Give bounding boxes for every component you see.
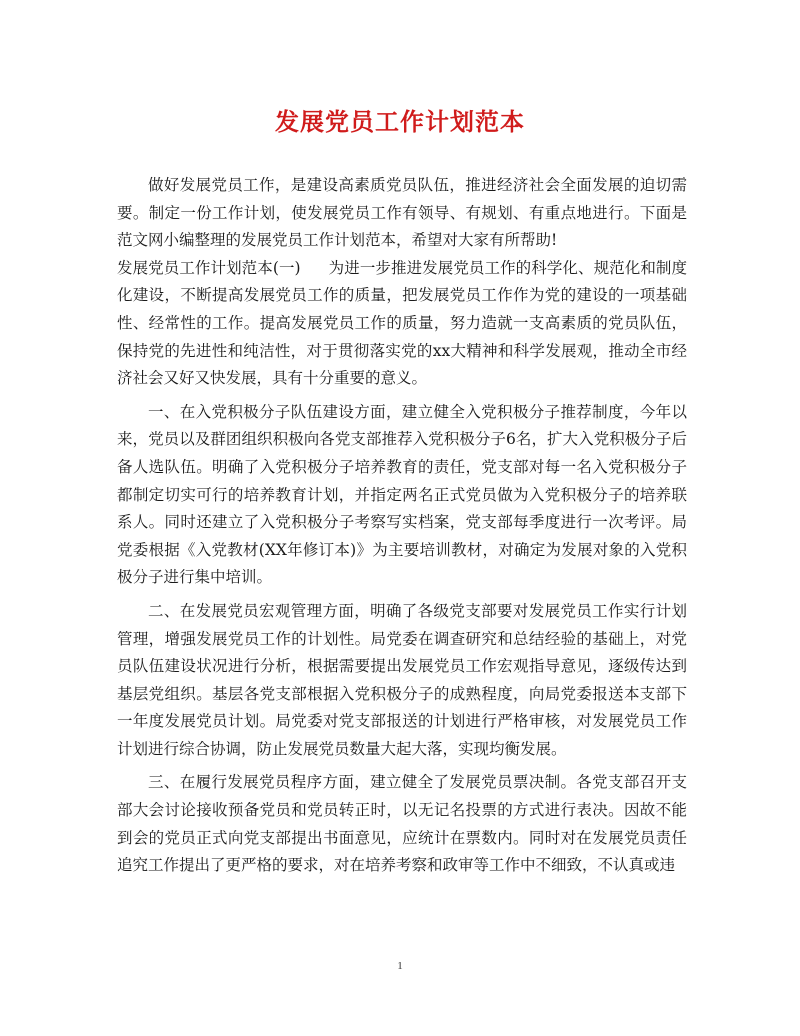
section-one-paragraph <box>117 255 687 393</box>
body-paragraph-3: 三、在履行发展党员程序方面，建立健全了发展党员票决制。各党支部召开支部大会讨论接收预备党员和党员转正时，以无记名投票的方式进行表决。因故不能到会的党员正式向党支部提出书面意见，应统计在票数内。同时对在发展党员责任追究工作提出了更严格的要求，对在培养考察和政审等工作中不细致，不认真或违 <box>117 773 687 875</box>
section-heading: 发展党员工作计划范本(一) <box>117 258 301 277</box>
document-title: 发展党员工作计划范本 <box>275 107 525 136</box>
document-body <box>117 172 687 880</box>
intro-paragraph: 做好发展党员工作，是建设高素质党员队伍，推进经济社会全面发展的迫切需要。制定一份工作计划，使发展党员工作有领导、有规划、有重点地进行。下面是范文网小编整理的发展党员工作计划范本，希望对大家有所帮助! <box>117 176 687 250</box>
section-lead-text: 为进一步推进发展党员工作的科学化、规范化和制度化建设，不断提高发展党员工作的质量，把发展党员工作作为党的建设的一项基础性、经常性的工作。提高发展党员工作的质量，努力造就一支高素质的党员队伍，保持党的先进性和纯洁性，对于贯彻落实党的xx大精神和科学发展观，推动全市经济社会又好又快发展，具有十分重要的意义。 <box>117 258 687 388</box>
page-number: 1 <box>397 960 403 972</box>
body-paragraph-1: 一、在入党积极分子队伍建设方面，建立健全入党积极分子推荐制度，今年以来，党员以及群团组织积极向各党支部推荐入党积极分子6名，扩大入党积极分子后备人选队伍。明确了入党积极分子培养教育的责任，党支部对每一名入党积极分子都制定切实可行的培养教育计划，并指定两名正式党员做为入党积极分子的培养联系人。同时还建立了入党积极分子考察写实档案，党支部每季度进行一次考评。局党委根据《入党教材(XX年修订本)》为主要培训教材，对确定为发展对象的入党积极分子进行集中培训。 <box>117 402 687 587</box>
body-paragraph-2: 二、在发展党员宏观管理方面，明确了各级党支部要对发展党员工作实行计划管理，增强发展党员工作的计划性。局党委在调查研究和总结经验的基础上，对党员队伍建设状况进行分析，根据需要提出发展党员工作宏观指导意见，逐级传达到基层党组织。基层各党支部根据入党积极分子的成熟程度，向局党委报送本支部下一年度发展党员计划。局党委对党支部报送的计划进行严格审核，对发展党员工作计划进行综合协调，防止发展党员数量大起大落，实现均衡发展。 <box>117 601 687 758</box>
